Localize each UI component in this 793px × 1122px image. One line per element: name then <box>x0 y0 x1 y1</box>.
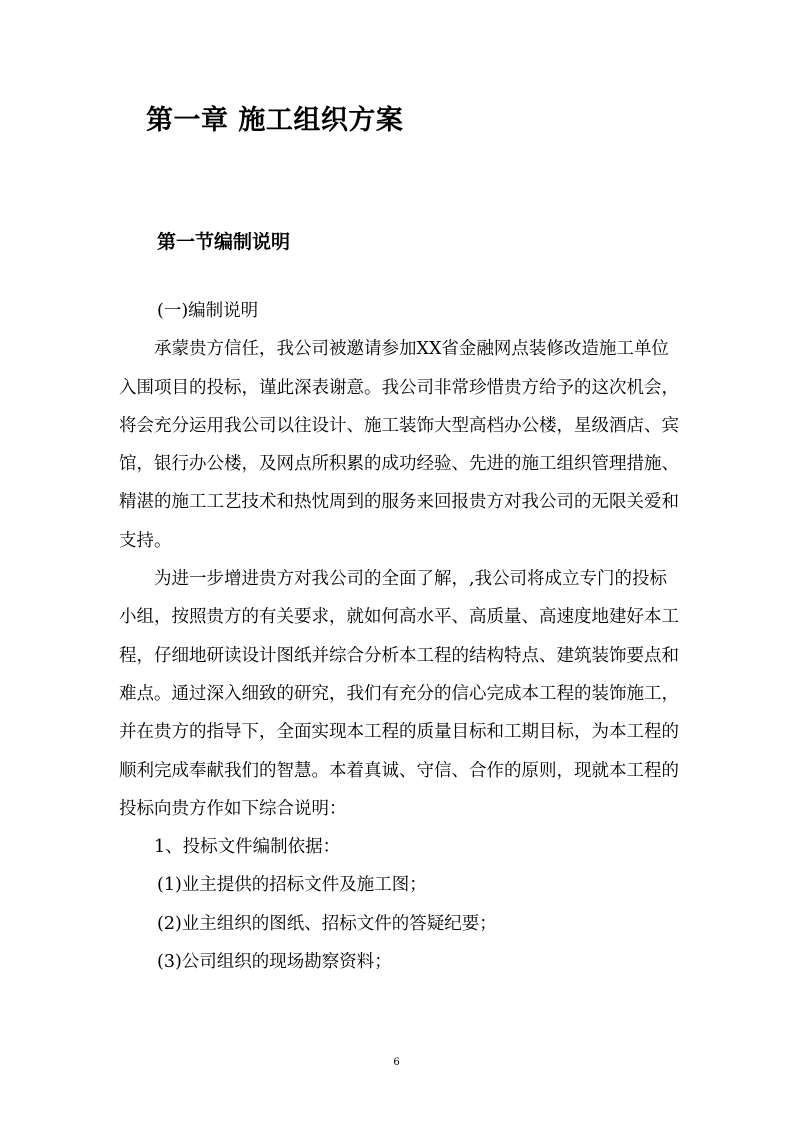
subsection-title: (一)编制说明 <box>157 301 259 321</box>
list-item-3: (3)公司组织的现场勘察资料； <box>157 952 392 973</box>
body-text <box>119 292 679 981</box>
paragraph-1: 承蒙贵方信任，我公司被邀请参加XX省金融网点装修改造施工单位入围项目的投标，谨此深表谢意。我公司非常珍惜贵方给予的这次机会，将会充分运用我公司以往设计、施工装饰大型高档办公楼，星级酒店、宾馆，银行办公楼，及网点所积累的成功经验、先进的施工组织管理措施、精湛的施工工艺技术和热忱周到的服务来回报贵方对我公司的无限关爱和支持。 <box>119 339 679 551</box>
chapter-title: 第一章 施工组织方案 <box>146 105 404 136</box>
paragraph-2: 为进一步增进贵方对我公司的全面了解，,我公司将成立专门的投标小组，按照贵方的有关要求，就如何高水平、高质量、高速度地建好本工程，仔细地研读设计图纸并综合分析本工程的结构特点、建筑装饰要点和难点。通过深入细致的研究，我们有充分的信心完成本工程的装饰施工，并在贵方的指导下，全面实现本工程的质量目标和工期目标，为本工程的顺利完成奉献我们的智慧。本着真诚、守信、合作的原则，现就本工程的投标向贵方作如下综合说明： <box>119 569 679 819</box>
page-number: 6 <box>393 1057 400 1068</box>
list-item-1: (1)业主提供的招标文件及施工图； <box>157 875 427 896</box>
section-title: 第一节编制说明 <box>157 231 291 253</box>
list-heading: 1、投标文件编制依据： <box>154 837 341 858</box>
list-item-2: (2)业主组织的图纸、招标文件的答疑纪要； <box>157 913 497 934</box>
